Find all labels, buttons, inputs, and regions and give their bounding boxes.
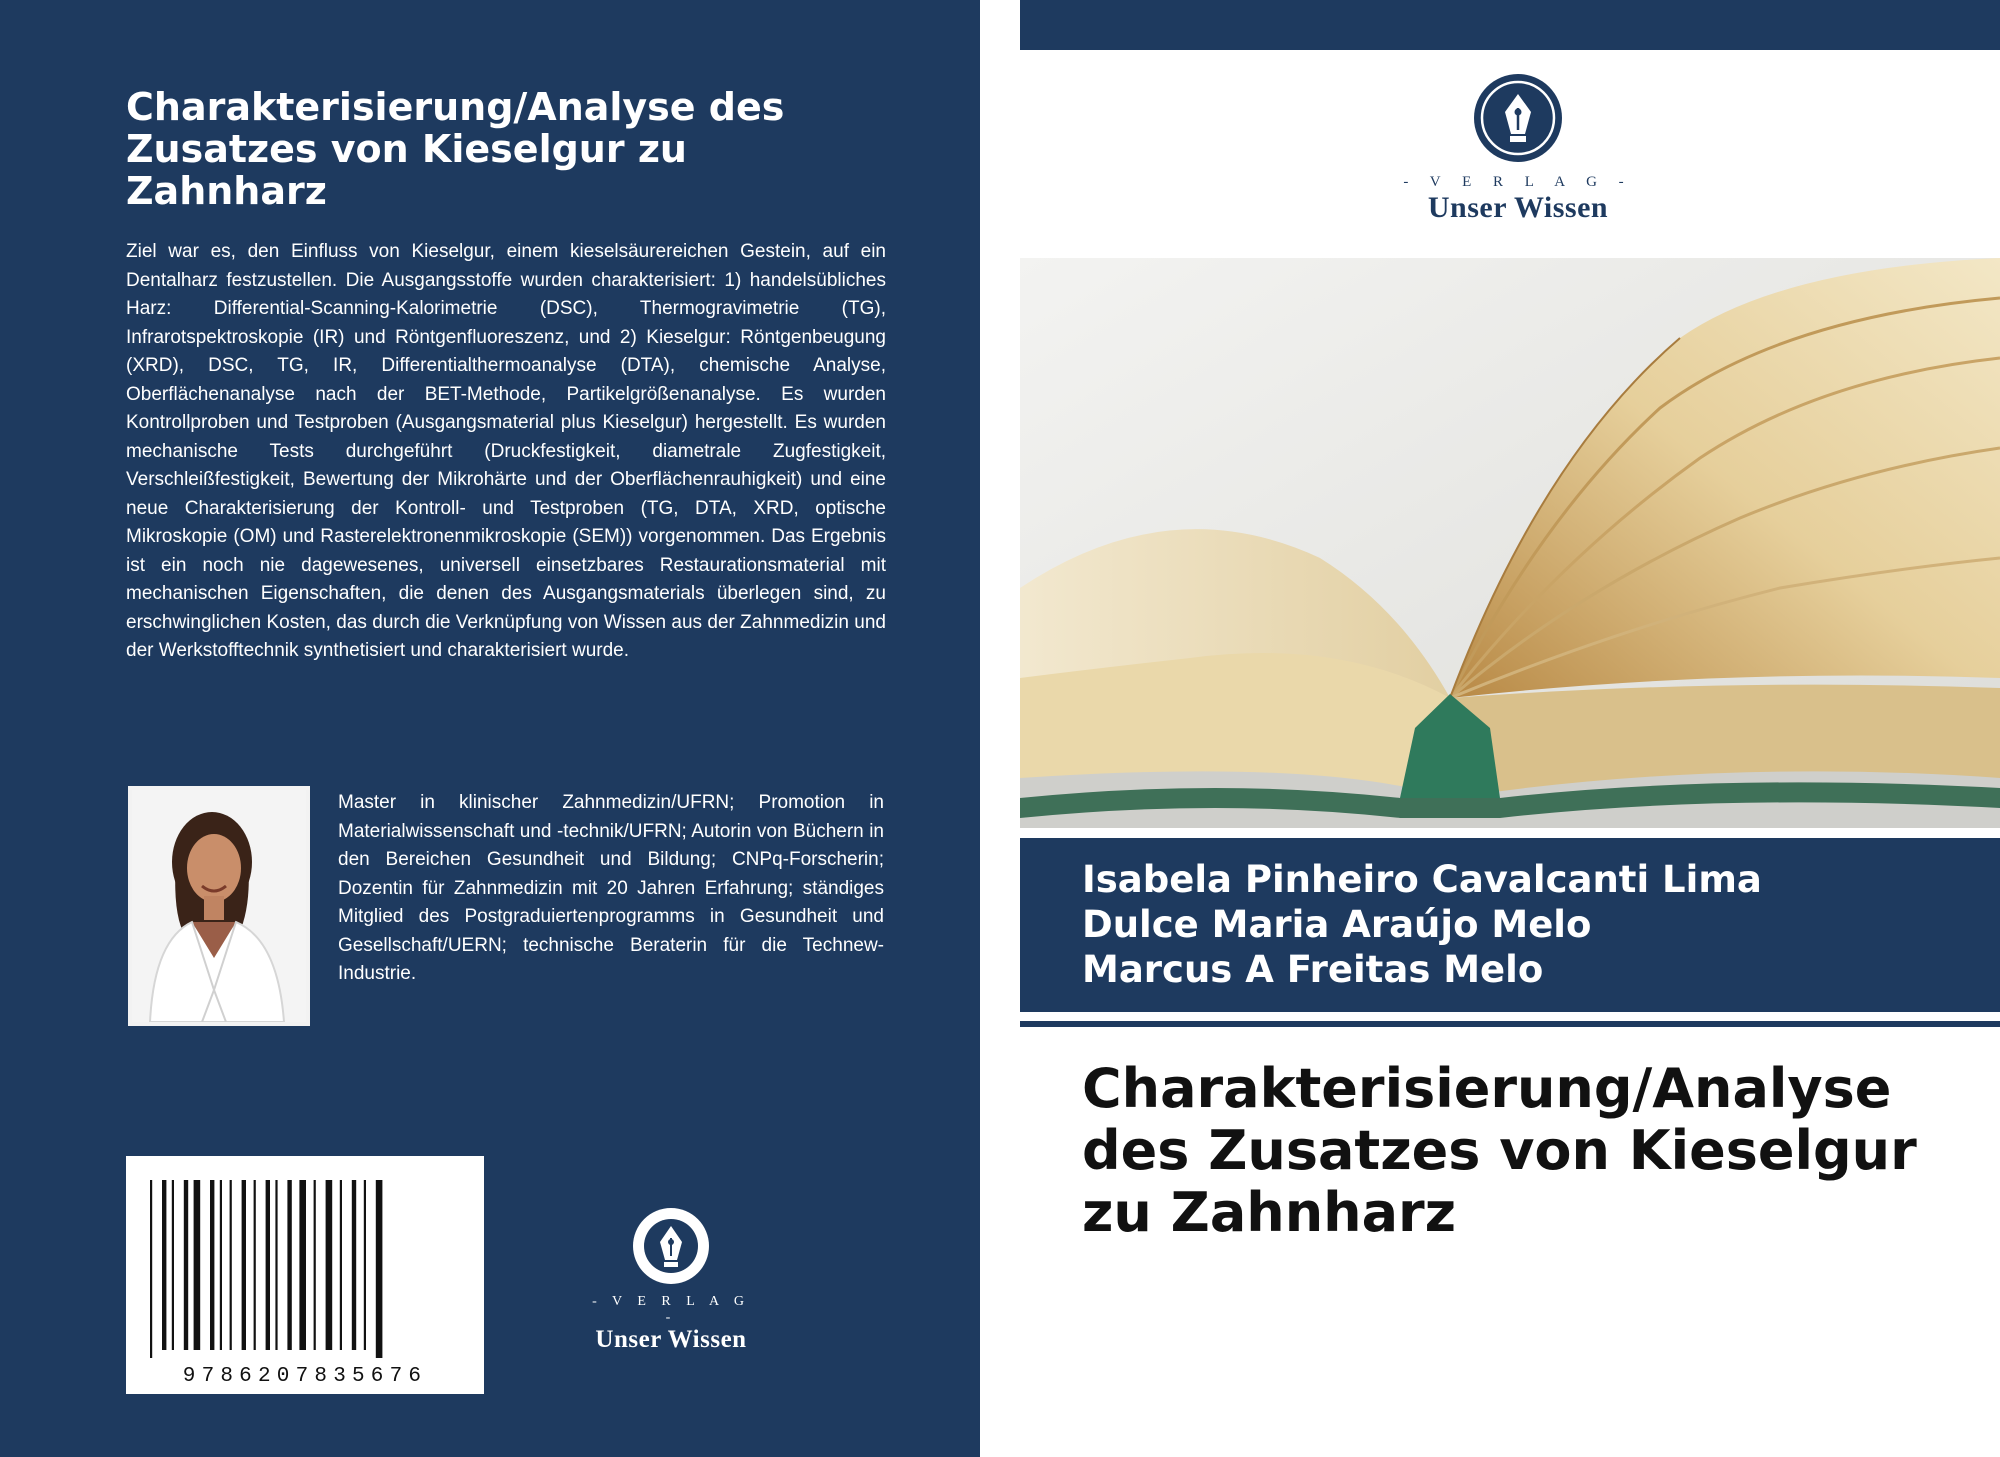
author-biography: Master in klinischer Zahnmedizin/UFRN; Promotion in Materialwissenschaft und -technik/UFRN; Autorin von Büchern in den Bereichen Gesundheit und Bildung; CNPq-Forscherin; Dozentin für Zahnmedizin mit 20 Jahren Erfahrung; ständiges Mitglied des Postgraduiertenprogramms in Gesundheit und Gesellschaft/UERN; technische Beraterin für die Technew-Industrie. — [338, 792, 884, 984]
isbn-digits: 9786207835676 — [182, 1365, 428, 1388]
barcode-bar — [266, 1180, 270, 1350]
front-cover — [1020, 0, 2000, 1457]
back-cover-title: Charakterisierung/Analyse des Zusatzes von Kieselgur zu Zahnharz — [126, 85, 785, 213]
barcode-bar — [340, 1180, 342, 1350]
front-logo-verlag-label: - V E R L A G - — [1403, 174, 1633, 190]
open-book-image — [1020, 258, 2000, 828]
barcode-bar — [172, 1180, 174, 1350]
barcode-bar — [194, 1180, 201, 1350]
barcode-bars — [126, 1156, 484, 1394]
barcode-bar — [184, 1180, 188, 1350]
barcode-bar — [352, 1180, 356, 1350]
back-publisher-logo — [586, 1206, 756, 1354]
back-logo-brand-name: Unser Wissen — [595, 1326, 747, 1353]
author-name: Isabela Pinheiro Cavalcanti Lima — [1082, 858, 1762, 901]
front-top-bar — [1020, 0, 2000, 50]
back-cover — [0, 0, 980, 1457]
authors-band — [1020, 838, 2000, 1012]
barcode-bar — [230, 1180, 232, 1350]
barcode-bar — [220, 1180, 222, 1350]
barcode-bar — [314, 1180, 316, 1350]
fountain-pen-nib-icon — [1472, 72, 1564, 164]
barcode-bar — [287, 1180, 291, 1350]
barcode-bar — [326, 1180, 333, 1350]
spine-gap — [980, 0, 1020, 1457]
barcode-bar — [299, 1180, 306, 1350]
barcode-bar — [210, 1180, 214, 1350]
title-divider — [1020, 1021, 2000, 1027]
isbn-barcode — [126, 1156, 484, 1394]
author-name: Marcus A Freitas Melo — [1082, 948, 1544, 991]
author-portrait — [128, 786, 310, 1026]
barcode-bar — [254, 1180, 256, 1350]
barcode-bar — [364, 1180, 366, 1350]
barcode-bar — [162, 1180, 166, 1350]
barcode-bar — [242, 1180, 246, 1350]
open-book-photo — [1020, 258, 2000, 828]
barcode-bar — [275, 1180, 277, 1350]
back-cover-abstract: Ziel war es, den Einfluss von Kieselgur, einem kieselsäurereichen Gestein, auf ein Dentalharz festzustellen. Die Ausgangsstoffe wurden charakterisiert: 1) handelsübliches Harz: Differential-Scanning-Kalorimetrie (DSC), Thermogravimetrie (TG), Infrarotspektroskopie (IR) und Röntgenfluoreszenz, und 2) Kieselgur: Röntgenbeugung (XRD), DSC, TG, IR, Differentialthermoanalyse (DTA), chemische Analyse, Oberflächenanalyse nach der BET-Methode, Partikelgrößenanalyse. Es wurden Kontrollproben und Testproben (Ausgangsmaterial plus Kieselgur) hergestellt. Es wurden mechanische Tests durchgeführt (Druckfestigkeit, diametrale Zugfestigkeit, Verschleißfestigkeit, Bewertung der Mikrohärte und der Oberflächenrauhigkeit) und eine neue Charakterisierung der Kontroll- und Testproben (TG, DTA, XRD, optische Mikroskopie (OM) und Rasterelektronenmikroskopie (SEM)) vorgenommen. Das Ergebnis ist ein noch nie dagewesenes, universell einsetzbares Restaurationsmaterial mit mechanischen Eigenschaften, die denen des Ausgangsmaterials überlegen sind, zu erschwinglichen Kosten, das durch die Verknüpfung von Wissen aus der Zahnmedizin und der Werkstofftechnik synthetisiert und charakterisiert wurde. — [126, 241, 886, 661]
front-publisher-logo — [1372, 72, 1664, 225]
barcode-bar — [150, 1180, 152, 1358]
fountain-pen-nib-icon — [631, 1206, 711, 1286]
front-logo-brand-name: Unser Wissen — [1427, 191, 1609, 224]
author-name: Dulce Maria Araújo Melo — [1082, 903, 1592, 946]
barcode-bar — [376, 1180, 383, 1358]
back-logo-verlag-label: - V E R L A G - — [592, 1294, 750, 1325]
author-portrait-image — [132, 790, 306, 1022]
front-cover-title: Charakterisierung/Analyse des Zusatzes von Kieselgur zu Zahnharz — [1082, 1057, 1917, 1244]
